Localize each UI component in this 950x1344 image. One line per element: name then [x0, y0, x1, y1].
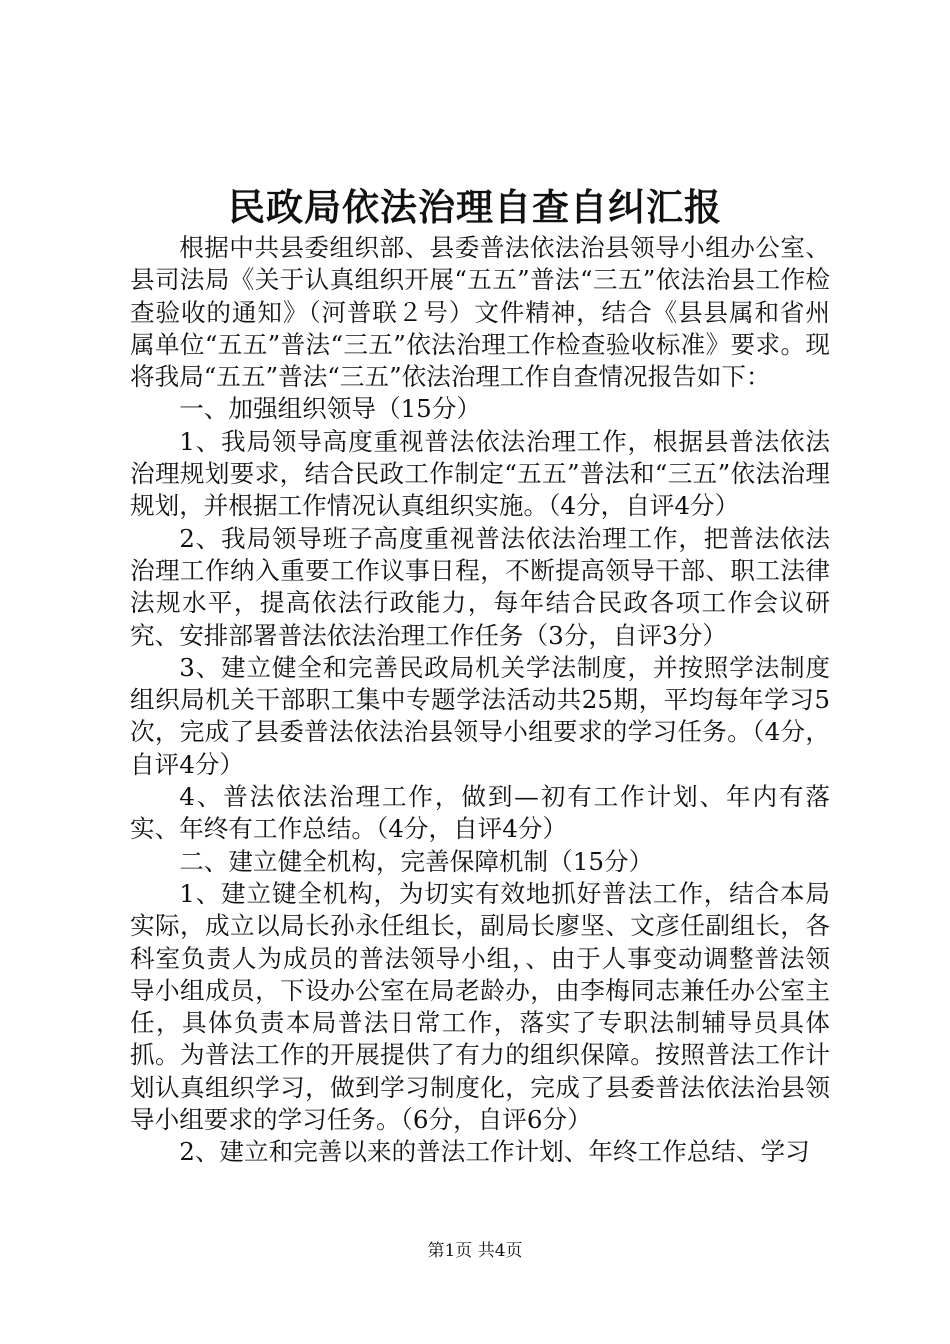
paragraph-1-3: 3、建立健全和完善民政局机关学法制度，并按照学法制度组织局机关干部职工集中专题学法活动共25期，平均每年学习5次，完成了县委普法依法治县领导小组要求的学习任务。（4分，自评4分）	[130, 652, 830, 779]
paragraph-1-4: 4、普法依法治理工作，做到—初有工作计划、年内有落实、年终有工作总结。（4分，自评4分）	[130, 782, 830, 844]
paragraph-intro: 根据中共县委组织部、县委普法依法治县领导小组办公室、县司法局《关于认真组织开展“五五”普法“三五”依法治县工作检查验收的通知》（河普联２号）文件精神，结合《县县属和省州属单位“五五”普法“三五”依法治理工作检查验收标准》要求。现将我局“五五”普法“三五”依法治理工作自查情况报告如下：	[130, 233, 830, 392]
paragraph-2-2: 2、建立和完善以来的普法工作计划、年终工作总结、学习	[179, 1137, 810, 1167]
document-body	[130, 232, 830, 1169]
document-title: 民政局依法治理自查自纠汇报	[228, 186, 722, 229]
section-heading-2: 二、建立健全机构，完善保障机制（15分）	[179, 846, 654, 876]
paragraph-1-1: 1、我局领导高度重视普法依法治理工作，根据县普法依法治理规划要求，结合民政工作制定“五五”普法和“三五”依法治理规划，并根据工作情况认真组织实施。（4分，自评4分）	[130, 426, 830, 521]
page-footer: 第1页 共4页	[427, 1241, 523, 1261]
section-heading-1: 一、加强组织领导（15分）	[179, 394, 482, 424]
paragraph-2-1: 1、建立键全机构，为切实有效地抓好普法工作，结合本局实际，成立以局长孙永任组长，副局长廖坚、文彦任副组长，各科室负责人为成员的普法领导小组，、由于人事变动调整普法领导小组成员，下设办公室在局老龄办，由李梅同志兼任办公室主任，具体负责本局普法日常工作，落实了专职法制辅导员具体抓。为普法工作的开展提供了有力的组织保障。按照普法工作计划认真组织学习，做到学习制度化，完成了县委普法依法治县领导小组要求的学习任务。（6分，自评6分）	[130, 878, 830, 1135]
paragraph-1-2: 2、我局领导班子高度重视普法依法治理工作，把普法依法治理工作纳入重要工作议事日程，不断提高领导干部、职工法律法规水平，提高依法行政能力，每年结合民政各项工作会议研究、安排部署普法依法治理工作任务（3分，自评3分）	[130, 523, 830, 650]
